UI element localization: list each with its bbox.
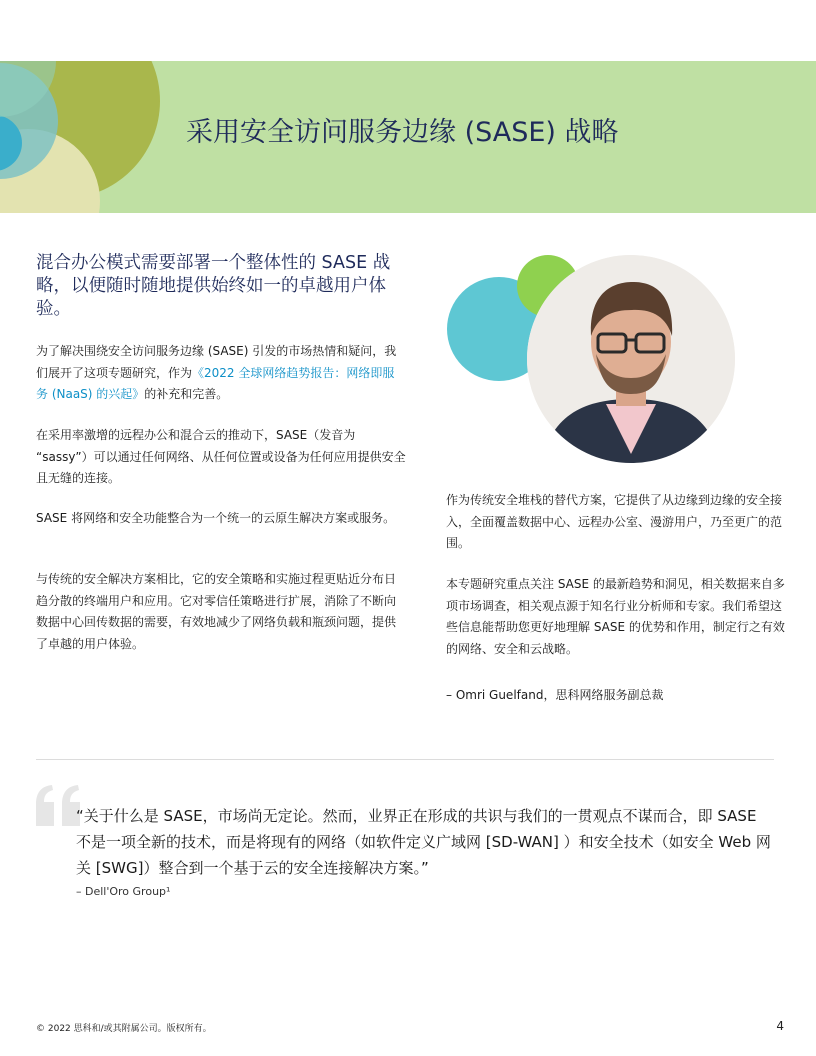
sase-definition-paragraph: 在采用率激增的远程办公和混合云的推动下，SASE（发音为 “sassy”）可以通过任何网络、从任何位置或设备为任何应用提供安全且无缝的连接。 [36,428,406,485]
report-link[interactable]: 《2022 全球网络趋势报告：网络即服务 (NaaS) 的兴起》 [36,365,395,401]
section-divider [36,759,774,760]
page-title: 采用安全访问服务边缘 (SASE) 战略 [186,117,619,148]
intro-text: 为了解决围绕安全访问服务边缘 (SASE) 引发的市场热情和疑问，我们展开了这项专题研究，作为 [36,344,397,380]
header-banner [0,61,816,213]
quote-text: “关于什么是 SASE，市场尚无定论。然而，业界正在形成的共识与我们的一贯观点不谋而合，即 SASE 不是一项全新的技术，而是将现有的网络（如软件定义广域网 [SD-WAN] ）和安全技术（如安全 Web 网关 [SWG]）整合到一个基于云的安全连接解决方案。” [76,807,771,877]
intro-text-end: 的补充和完善。 [144,387,229,401]
quote-attribution: – Dell'Oro Group¹ [76,885,171,898]
study-focus-paragraph: 本专题研究重点关注 SASE 的最新趋势和洞见，相关数据来自多项市场调查，相关观点源于知名行业分析师和专家。我们希望这些信息能帮助您更好地理解 SASE 的优势和作用，制定行之有效的网络、安全和云战略。 [446,577,785,656]
page-number: 4 [776,1019,784,1033]
intro-paragraph [36,341,406,406]
person-illustration [526,254,736,464]
author-signature: – Omri Guelfand，思科网络服务副总裁 [446,688,664,702]
lead-heading: 混合办公模式需要部署一个整体性的 SASE 战略，以便随时随地提供始终如一的卓越用户体验。 [36,253,391,319]
executive-portrait [446,254,746,464]
copyright-notice: © 2022 思科和/或其附属公司。版权所有。 [36,1024,212,1034]
sase-comparison-paragraph: 与传统的安全解决方案相比，它的安全策略和实施过程更贴近分布日趋分散的终端用户和应用。它对零信任策略进行扩展，消除了不断向数据中心回传数据的需要，有效地减少了网络负载和瓶颈问题，提供了卓越的用户体验。 [36,572,397,651]
alternative-paragraph: 作为传统安全堆栈的替代方案，它提供了从边缘到边缘的安全接入，全面覆盖数据中心、远程办公室、漫游用户，乃至更广的范围。 [446,493,783,550]
sase-integration-paragraph: SASE 将网络和安全功能整合为一个统一的云原生解决方案或服务。 [36,511,396,525]
